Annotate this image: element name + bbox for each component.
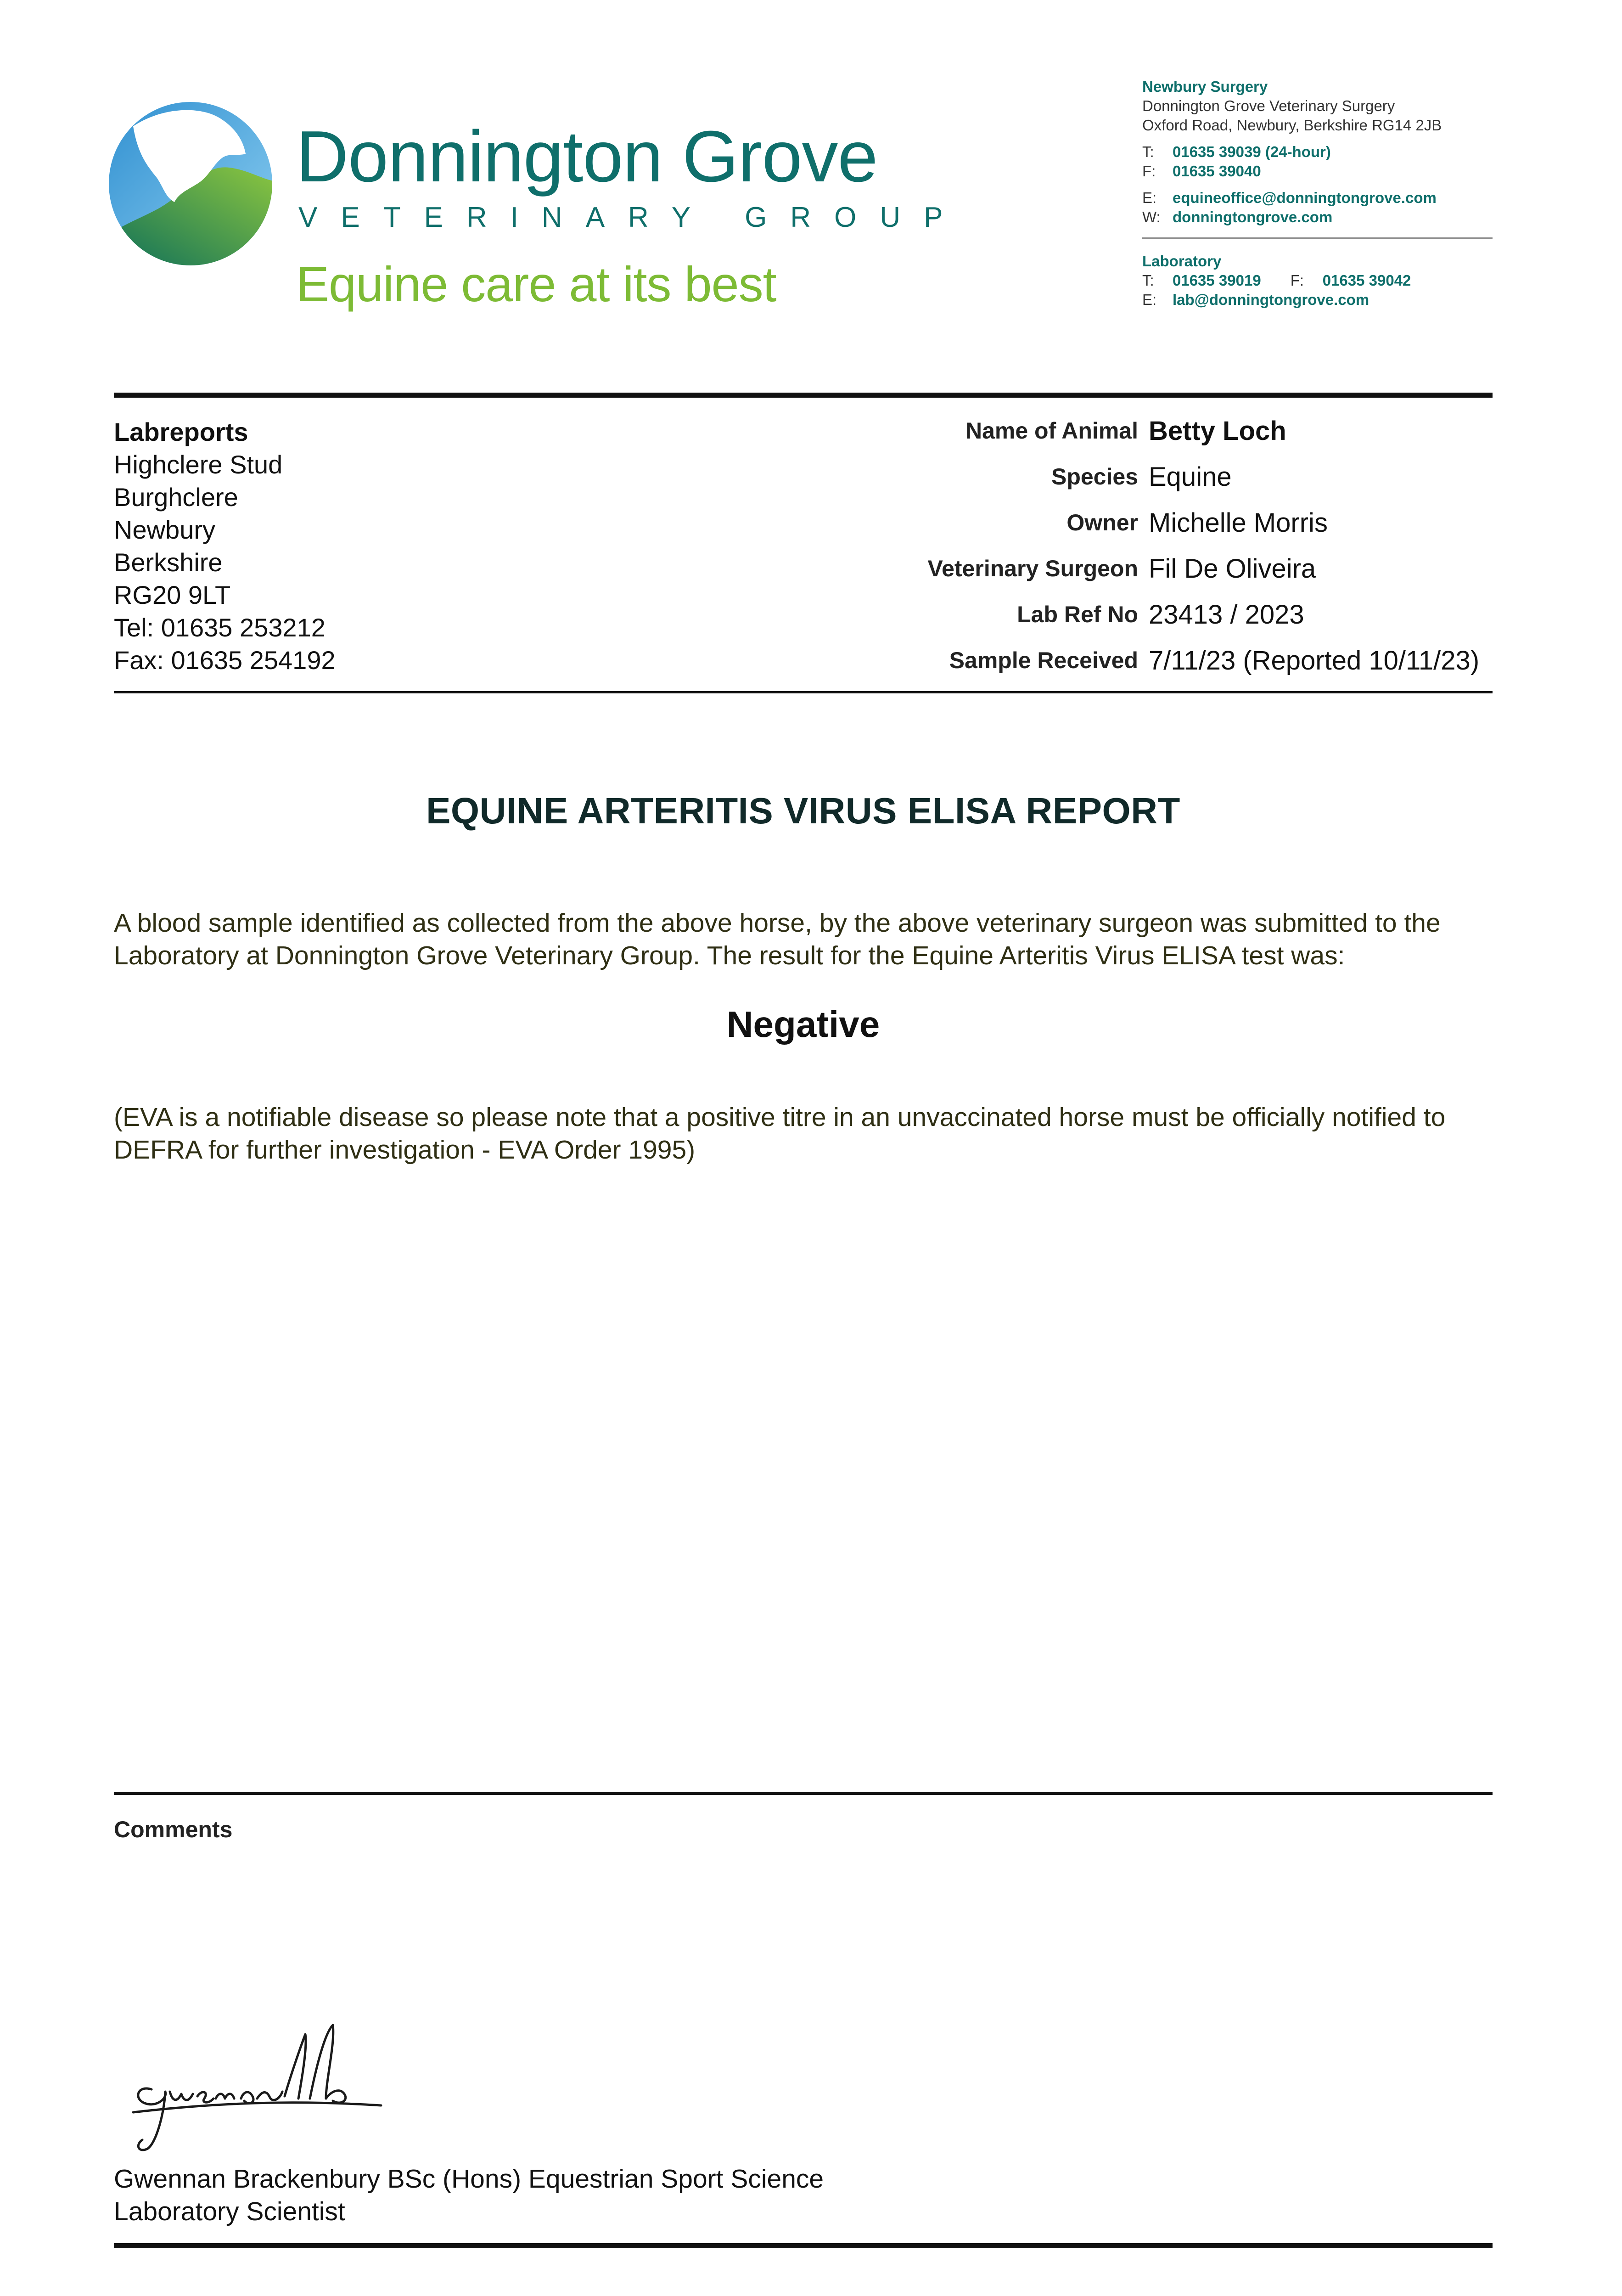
detail-value: 23413 / 2023 bbox=[1149, 600, 1304, 630]
recipient-line: Berkshire bbox=[114, 548, 223, 577]
recipient-tel: Tel: 01635 253212 bbox=[114, 613, 326, 642]
web-label: W: bbox=[1142, 208, 1161, 225]
contact-divider bbox=[1142, 237, 1493, 239]
surgery-contact bbox=[1142, 77, 1523, 227]
recipient-fax: Fax: 01635 254192 bbox=[114, 646, 336, 675]
email-link[interactable]: equineoffice@donningtongrove.com bbox=[1173, 189, 1437, 206]
detail-row-sample-received bbox=[803, 645, 1493, 691]
report-intro: A blood sample identified as collected from the above horse, by the above veterinary surgeon was submitted to the Laboratory at Donnington Grove Veterinary Group. The result for the Equine Arteritis Virus ELISA test was: bbox=[114, 908, 1441, 970]
comments-label: Comments bbox=[114, 1817, 233, 1842]
lab-tel-label: T: bbox=[1142, 272, 1154, 289]
detail-row-owner bbox=[803, 507, 1493, 553]
animal-details bbox=[803, 416, 1493, 691]
detail-label: Veterinary Surgeon bbox=[927, 556, 1138, 581]
header-rule-bottom bbox=[114, 691, 1493, 693]
surgery-heading: Newbury Surgery bbox=[1142, 78, 1268, 95]
donnington-grove-logo-icon bbox=[106, 99, 275, 269]
fax-label: F: bbox=[1142, 163, 1156, 180]
tel-label: T: bbox=[1142, 143, 1154, 160]
signatory-name: Gwennan Brackenbury BSc (Hons) Equestrian Sport Science bbox=[114, 2164, 824, 2194]
header-rule-top bbox=[114, 393, 1493, 398]
detail-label: Lab Ref No bbox=[1017, 602, 1138, 627]
detail-label: Owner bbox=[1066, 510, 1138, 535]
email-label: E: bbox=[1142, 189, 1157, 206]
detail-row-vet-surgeon bbox=[803, 553, 1493, 599]
laboratory-heading: Laboratory bbox=[1142, 253, 1222, 270]
surgery-address-line2: Oxford Road, Newbury, Berkshire RG14 2JB bbox=[1142, 117, 1442, 134]
recipient-name: Labreports bbox=[114, 417, 248, 446]
lab-tel-value[interactable]: 01635 39019 bbox=[1173, 272, 1261, 289]
laboratory-contact bbox=[1142, 252, 1523, 310]
detail-value: Betty Loch bbox=[1149, 416, 1286, 446]
signatory-role: Laboratory Scientist bbox=[114, 2197, 345, 2226]
detail-value: 7/11/23 (Reported 10/11/23) bbox=[1149, 646, 1480, 675]
footer-rule bbox=[114, 2243, 1493, 2248]
tel-value[interactable]: 01635 39039 (24-hour) bbox=[1173, 143, 1331, 160]
recipient-line: Newbury bbox=[114, 515, 215, 544]
recipient-line: Burghclere bbox=[114, 483, 238, 512]
detail-row-lab-ref bbox=[803, 599, 1493, 645]
detail-label: Species bbox=[1051, 464, 1138, 490]
detail-row-species bbox=[803, 461, 1493, 507]
brand-subtitle: VETERINARY GROUP bbox=[298, 202, 966, 233]
surgery-address-line1: Donnington Grove Veterinary Surgery bbox=[1142, 97, 1395, 114]
detail-value: Fil De Oliveira bbox=[1149, 554, 1316, 584]
lab-fax-value: 01635 39042 bbox=[1322, 272, 1411, 289]
detail-value: Equine bbox=[1149, 462, 1232, 492]
lab-email-label: E: bbox=[1142, 291, 1157, 308]
lab-email-link[interactable]: lab@donningtongrove.com bbox=[1173, 291, 1369, 308]
test-result: Negative bbox=[726, 1004, 880, 1045]
notifiable-disease-note: (EVA is a notifiable disease so please note that a positive titre in an unvaccinated horse must be officially notified to DEFRA for further investigation - EVA Order 1995) bbox=[114, 1103, 1446, 1165]
signature-image bbox=[124, 2007, 399, 2163]
fax-value: 01635 39040 bbox=[1173, 163, 1261, 180]
recipient-postcode: RG20 9LT bbox=[114, 580, 231, 609]
brand-name: Donnington Grove bbox=[296, 116, 878, 197]
detail-value: Michelle Morris bbox=[1149, 508, 1328, 538]
detail-row-animal-name bbox=[803, 416, 1493, 461]
web-link[interactable]: donningtongrove.com bbox=[1173, 208, 1333, 225]
lab-fax-label: F: bbox=[1290, 272, 1304, 289]
report-title: EQUINE ARTERITIS VIRUS ELISA REPORT bbox=[426, 790, 1180, 831]
brand-tagline: Equine care at its best bbox=[296, 256, 776, 312]
signatory bbox=[114, 2163, 824, 2228]
recipient-address bbox=[114, 416, 336, 676]
detail-label: Sample Received bbox=[949, 647, 1138, 673]
recipient-line: Highclere Stud bbox=[114, 450, 283, 479]
comments-rule bbox=[114, 1792, 1493, 1795]
detail-label: Name of Animal bbox=[965, 418, 1138, 444]
